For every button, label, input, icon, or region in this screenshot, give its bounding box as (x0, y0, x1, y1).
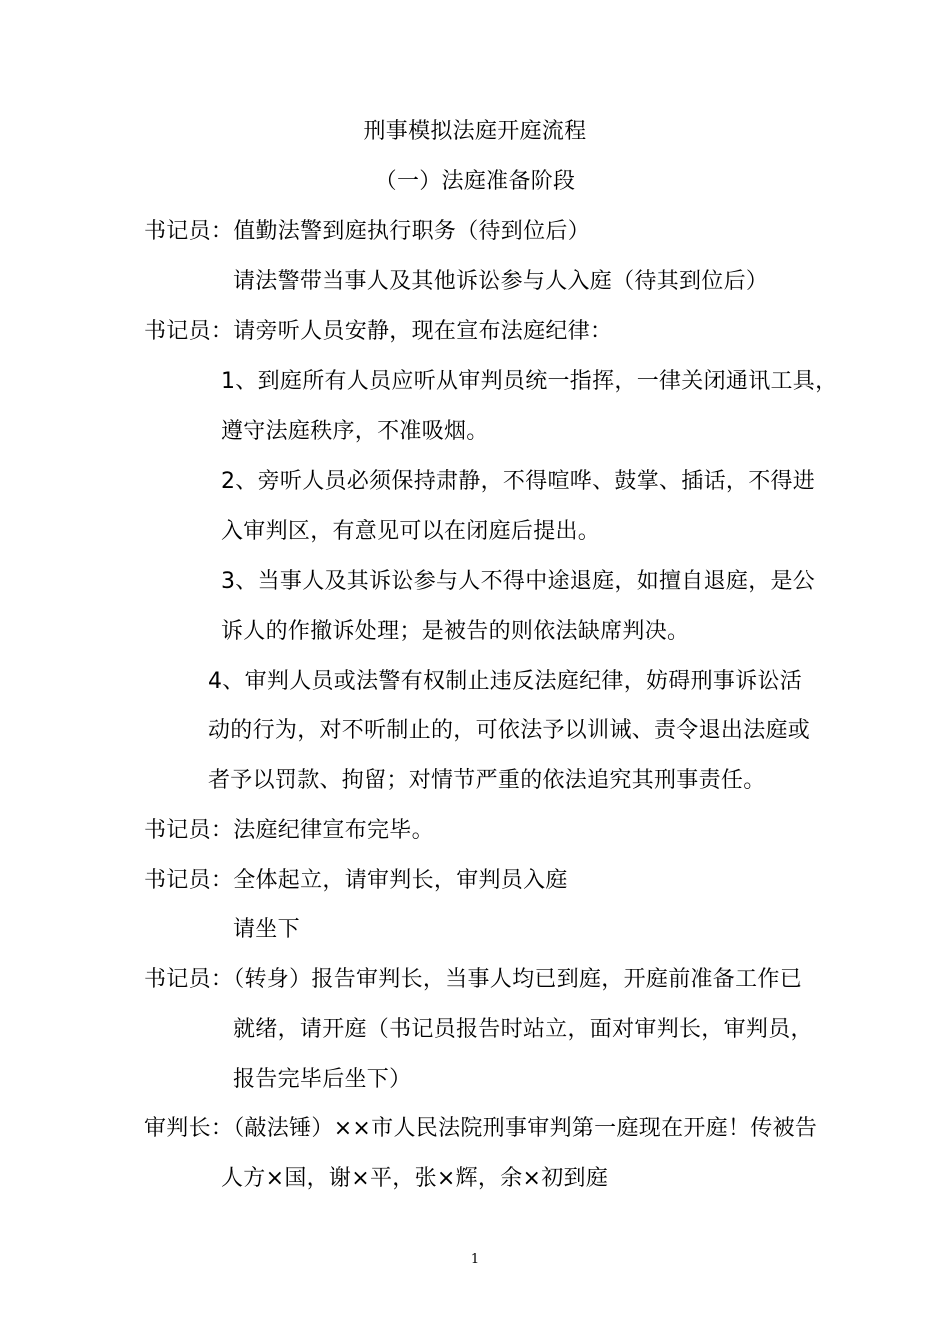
paragraph-line: 审判长：（敲法锤）××市人民法院刑事审判第一庭现在开庭！传被告 (144, 1116, 818, 1141)
paragraph-line: 诉人的作撤诉处理；是被告的则依法缺席判决。 (221, 619, 690, 644)
paragraph-line: 书记员：值勤法警到庭执行职务（待到位后） (144, 219, 591, 244)
paragraph-line: 遵守法庭秩序，不准吸烟。 (221, 419, 489, 444)
paragraph-line: 入审判区，有意见可以在闭庭后提出。 (221, 519, 601, 544)
paragraph-line: 动的行为，对不听制止的，可依法予以训诫、责令退出法庭或 (208, 718, 811, 743)
paragraph-line: 报告完毕后坐下） (233, 1067, 412, 1092)
paragraph-line: 就绪，请开庭（书记员报告时站立，面对审判长，审判员， (233, 1017, 813, 1042)
paragraph-line: 请法警带当事人及其他诉讼参与人入庭（待其到位后） (233, 269, 769, 294)
paragraph-line: 书记员：请旁听人员安静，现在宣布法庭纪律： (144, 319, 613, 344)
page-number: 1 (470, 1252, 480, 1267)
section-heading: （一）法庭准备阶段 (374, 169, 576, 194)
document-title: 刑事模拟法庭开庭流程 (363, 119, 587, 144)
paragraph-line: 书记员：全体起立，请审判长，审判员入庭 (144, 868, 568, 893)
paragraph-line: 书记员：法庭纪律宣布完毕。 (144, 818, 434, 843)
rule-item-2: 2、旁听人员必须保持肃静，不得喧哗、鼓掌、插话，不得进 (221, 469, 816, 494)
paragraph-line: 者予以罚款、拘留；对情节严重的依法追究其刑事责任。 (208, 768, 766, 793)
paragraph-line: 人方×国，谢×平，张×辉，余×初到庭 (221, 1166, 609, 1191)
rule-item-4: 4、审判人员或法警有权制止违反法庭纪律，妨碍刑事诉讼活 (208, 669, 803, 694)
rule-item-1: 1、到庭所有人员应听从审判员统一指挥，一律关闭通讯工具， (221, 369, 838, 394)
paragraph-line: 书记员：（转身）报告审判长，当事人均已到庭，开庭前准备工作已 (144, 967, 803, 992)
rule-item-3: 3、当事人及其诉讼参与人不得中途退庭，如擅自退庭，是公 (221, 569, 816, 594)
paragraph-line: 请坐下 (233, 917, 300, 942)
